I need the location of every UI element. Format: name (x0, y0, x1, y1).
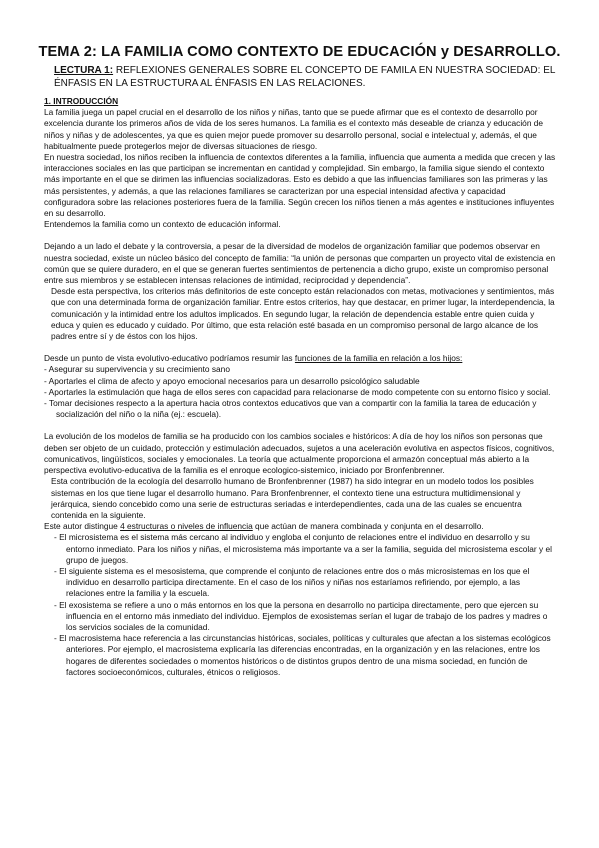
document-title: TEMA 2: LA FAMILIA COMO CONTEXTO DE EDUCACIÓN y DESARROLLO. (38, 44, 561, 60)
lecture-title: REFLEXIONES GENERALES SOBRE EL CONCEPTO DE FAMILA EN NUESTRA SOCIEDAD: EL ÉNFASIS EN LA ESTRUCTURA AL ÉNFASIS EN LAS RELACIONES. (54, 65, 556, 89)
list-item: - Tomar decisiones respecto a la apertura hacia otros contextos educativos que van a compartir con la familia la tarea de educación y socialización del niño o la niña (ej.: escuela). (44, 398, 537, 420)
paragraph (44, 521, 558, 532)
document-body (44, 96, 558, 678)
paragraph: Dejando a un lado el debate y la controversia, a pesar de la diversidad de modelos de organización familiar que podemos observar en nuestra sociedad, existe un núcleo básico del concepto de familia: “la unión de personas que comparten un proyecto vital de existencia en común que se quiere duradero, en el que se generan fuertes sentimientos de pertenencia a dicho grupo, existe un compromiso personal entre sus miembros y se establecen intensas relaciones de intimidad, reciprocidad y dependencia”. (44, 241, 556, 286)
functions-lead: Desde un punto de vista evolutivo-educativo podríamos resumir las (44, 353, 295, 364)
list-item: - Aportarles la estimulación que haga de ellos seres con capacidad para relacionarse de modo competente con su entorno físico y social. (44, 386, 551, 397)
paragraph (44, 353, 558, 364)
list-item: - El macrosistema hace referencia a las circunstancias históricas, sociales, políticas y culturales que afectan a los sistemas ecológicos anteriores. Por ejemplo, el macrosistema explicaría las diferencias encontradas, en la organización y en las relaciones, entre los hogares de diferentes sociedades o momentos históricos o de distintos grupos dentro de una misma sociedad, en función de factores socioeconómicos, culturales, étnicos o religiosos. (54, 633, 551, 677)
list-item: - Aportarles el clima de afecto y apoyo emocional necesarios para un desarrollo psicológico saludable (44, 375, 420, 386)
list-item: - El exosistema se refiere a uno o más entornos en los que la persona en desarrollo no participa directamente, pero que ejercen su influencia en el entorno más inmediato del individuo. Ejemplos de exosistemas serían el lugar de trabajo de los padres y madres o los servicios sociales de la comunidad. (54, 599, 548, 632)
lecture-heading (54, 64, 594, 90)
paragraph: La familia juega un papel crucial en el desarrollo de los niños y niñas, tanto que se puede afirmar que es el contexto de desarrollo por excelencia durante los primeros años de vida de los seres humanos. La familia es el contexto más deseable de crianza y educación de niños y niñas y de adolescentes, ya que es quien mejor puede promover su desarrollo personal, social e intelectual y, además, el que habitualmente puede protegerlos mejor de diversas situaciones de riesgo. (44, 107, 544, 151)
paragraph: En nuestra sociedad, los niños reciben la influencia de contextos diferentes a la familia, influencia que aumenta a medida que crecen y las interacciones sociales en las que participan se incrementan en cantidad y complejidad. Sin embargo, la familia sigue siendo el contexto más importante en el que se dirimen las influencias socializadoras. Esto es debido a que las influencias familiares son las primeras y las más persistentes, y además, a que las relaciones familiares se caracterizan por una especial intensidad afectiva y capacidad configuradora sobre las relaciones posteriores fuera de la familia. Según crecen los niños tienen a más agentes e instituciones influyentes en su desarrollo. (44, 152, 556, 219)
lecture-label: LECTURA 1: (54, 65, 114, 76)
paragraph: Desde esta perspectiva, los criterios más definitorios de este concepto están relacionados con metas, motivaciones y sentimientos, más que con una determinada forma de organización familiar. Entre estos criterios, hay que destacar, en primer lugar, la interdependencia, la comunicación y la intimidad entre los adultos implicados. En segundo lugar, la relación de dependencia estable entre quien cuida y educa y quien es educado y cuidado. Por último, que esta relación esté basada en un compromiso personal de largo alcance de los padres entre sí y de éstos con los hijos. (51, 286, 555, 342)
list-item: - Asegurar su supervivencia y su crecimiento sano (44, 364, 230, 375)
paragraph: Esta contribución de la ecología del desarrollo humano de Bronfenbrenner (1987) ha sido integrar en un modelo todos los posibles sistemas en los que tiene lugar el desarrollo humano. Para Bronfenbrenner, el contexto tiene una estructura multidimensional y jerárquica, siendo concebido como una serie de estructuras seriadas e interdependientes, cada una de las cuales se encuentra contenida en la siguiente. (51, 476, 534, 520)
list-item: - El siguiente sistema es el mesosistema, que comprende el conjunto de relaciones entre dos o más microsistemas en los que el individuo en desarrollo participa directamente. En el caso de los niños y niñas nos estaríamos refiriendo, por ejemplo, a las relaciones entre la familia y la escuela. (54, 565, 530, 599)
list-item: - El microsistema es el sistema más cercano al individuo y engloba el conjunto de relaciones entre el individuo en desarrollo y su entorno inmediato. Para los niños y niñas, el microsistema más importante va a ser la familia, seguida del microsistema escolar y el grupo de juegos. (54, 532, 553, 565)
levels-tail: que actúan de manera combinada y conjunta en el desarrollo. (252, 521, 484, 532)
section-heading: 1. INTRODUCCIÓN (44, 96, 119, 106)
paragraph: La evolución de los modelos de familia se ha producido con los cambios sociales e históricos: A día de hoy los niños son personas que deben ser objeto de un cuidado, protección y estimulación adecuados, sujetos a una aceleración evolutiva en aspectos físicos, cognitivos, comunicativos, lingüísticos, sociales y emocionales. La teoría que actualmente proporciona el armazón conceptual más abierto a la perspectiva evolutivo-educativa de la familia es el enroque ecologico-sistemico, iniciado por Bronfenbrenner. (44, 431, 555, 476)
paragraph: Entendemos la familia como un contexto de educación informal. (44, 219, 281, 230)
functions-heading: funciones de la familia en relación a los hijos: (294, 353, 463, 364)
levels-lead: Este autor distingue (44, 521, 121, 532)
levels-heading: 4 estructuras o niveles de influencia (120, 521, 253, 532)
